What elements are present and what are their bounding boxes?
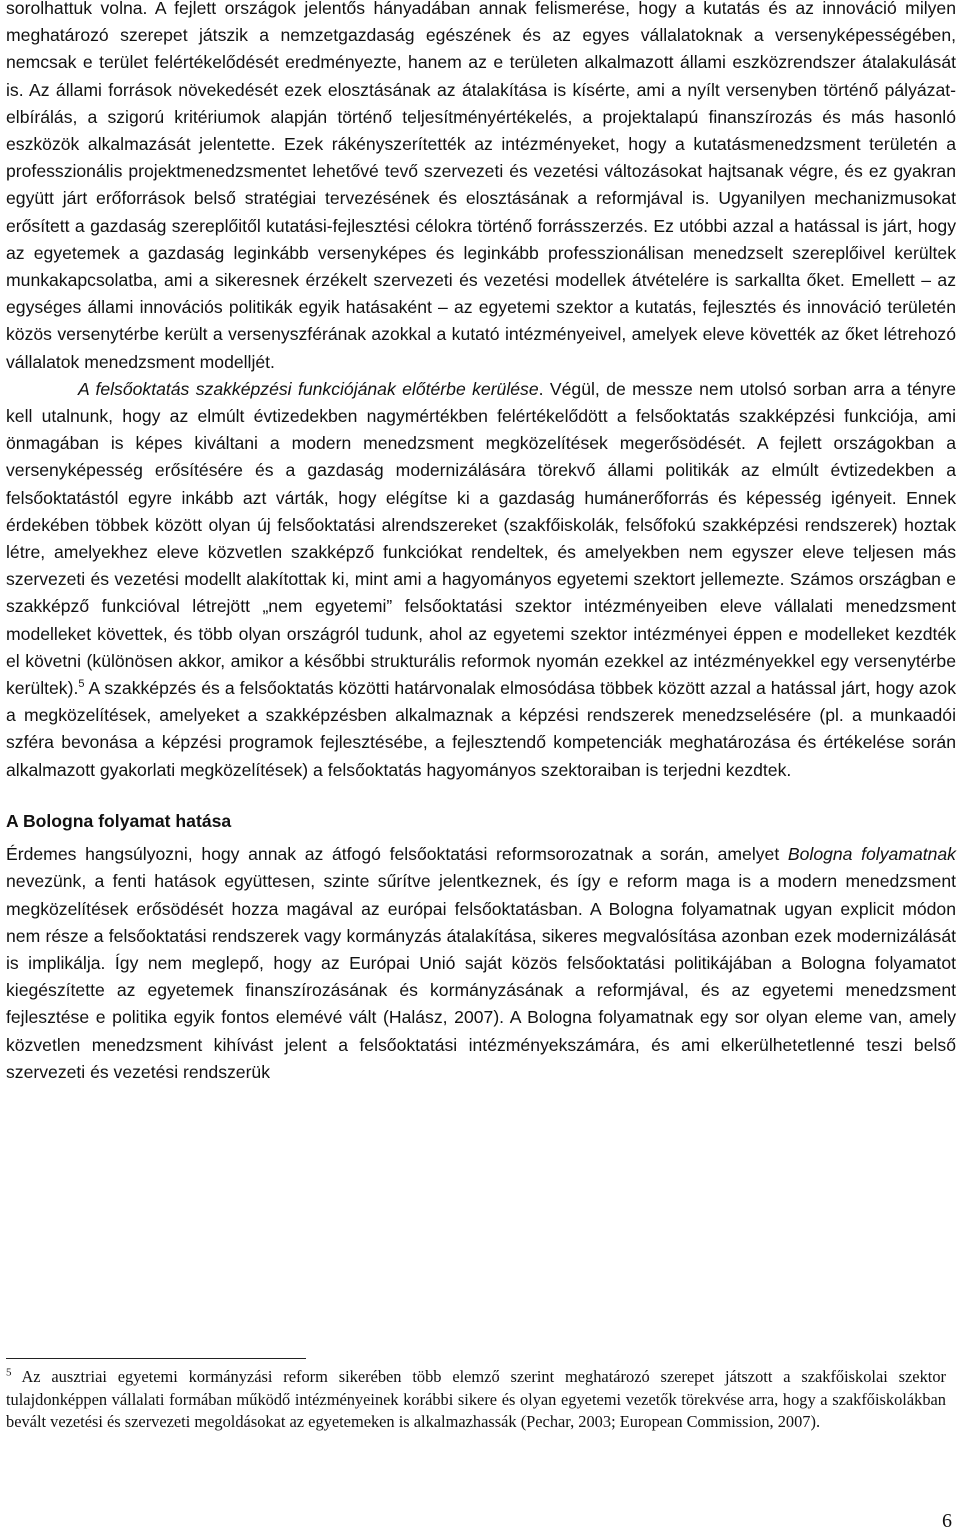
- footnote-number: 5: [6, 1366, 12, 1379]
- page-number: 6: [942, 1510, 952, 1532]
- paragraph-vocational-part2: A szakképzés és a felsőoktatás közötti határvonalak elmosódása többek között azzal a hatással járt, hogy azok a megközelítések, amelyeket a szakképzésben alkalmaznak a képzési rendszerek menedzselésére (pl. a munkaadói szféra bevonása a képzési programok fejlesztésébe, a fejlesztendő kompetenciák meghatározása és értékelése során alkalmazott gyakorlati megközelítések) a felsőoktatás hagyományos szektoraiban is terjedni kezdtek.: [6, 678, 956, 780]
- footnote-text: Az ausztriai egyetemi kormányzási reform sikerében több elemző szerint meghatározó szerepet játszott a szakfőiskolai szektor tulajdonképpen vállalati formában működő intézményeinek korábbi sikere és olyan egyetemi vezetők törekvése arra, hogy a szakfőiskolákban bevált vezetési és szervezeti megoldásokat az egyetemeken is alkalmazhassák (Pechar, 2003; European Commission, 2007).: [6, 1367, 946, 1431]
- section-heading-bologna: A Bologna folyamat hatása: [6, 810, 232, 831]
- paragraph-bologna-part1: Érdemes hangsúlyozni, hogy annak az átfogó felsőoktatási reformsorozatnak a során, amelyet: [6, 844, 788, 865]
- paragraph-innovation-part2: Az állami források növekedését ezek elosztásának az átalakítása is kísérte, ami a nyílt versenyben történő pályázat-elbírálás, a szigorú kritériumok alapján történő teljesítményértékelés, a projektalapú finanszírozás és más hasonló eszközök alkalmazását jelentette. Ezek rákényszerítették az intézményeket, hogy a kutatásmenedzsment területén a professzionális projektmenedzsmentet lehetővé tevő szervezeti és vezetési változásokat hajtsanak végre, és ez gyakran együtt járt erőforrások belső stratégiai tervezésének és elosztásának a reformjával is. Ugyanilyen mechanizmusokat erősített a gazdaság szereplőitől kutatási-fejlesztési célokra történő forrásszerzés. Ez utóbbi azzal a hatással is járt, hogy az egyetemek a gazdaság leginkább versenyképes és leginkább professzionálisan menedzselt szereplőivel kerültek munkakapcsolatba, ami a sikeresnek érzékelt szervezeti és vezetési modellek átvételére is sarkallta őket. Emellett – az egységes állami innovációs politikák egyik hatásaként – az egyetemi szektor a kutatás, fejlesztés és innováció területén közös versenytérbe került a versenyszférának azokkal a kutató intézményeivel, amelyek eleve követték az őket létrehozó vállalatok menedzsment modelljét.: [6, 79, 957, 372]
- paragraph-bologna: [6, 841, 956, 1086]
- paragraph-innovation: [6, 0, 956, 376]
- paragraph-bologna-part2: nevezünk, a fenti hatások együttesen, szinte sűrítve jelentkeznek, és így e reform maga is a modern menedzsment megközelítések erősödését hozza magával az európai felsőoktatásban. A Bologna folyamatnak ugyan explicit módon nem része a felsőoktatási rendszerek vagy kormányzás átalakítása, sikeres megvalósítása azonban ezek modernizálását is implikálja. Így nem meglepő, hogy az Európai Unió saját közös felsőoktatási politikájában a Bologna folyamatot kiegészítette az egyetemek finanszírozásának és kormányzásának a reformjával, és az egyetemi menedzsment fejlesztése e politika egyik fontos elemévé vált (Halász, 2007). A Bologna folyamatnak egy sor olyan eleme van, amely közvetlen menedzsment kihívást jelent a felsőoktatási intézményekszámára, és ami elkerülhetetlenné teszi belső szervezeti és vezetési rendszerük: [6, 871, 956, 1082]
- document-body: [6, 0, 956, 1086]
- footnote-5: [6, 1366, 946, 1434]
- paragraph-vocational: [6, 376, 956, 784]
- footnote-reference[interactable]: 5: [78, 678, 85, 691]
- paragraph-vocational-lead: A felsőoktatás szakképzési funkciójának előtérbe kerülése: [78, 378, 539, 399]
- paragraph-innovation-part1: sorolhattuk volna. A fejlett országok jelentős hányadában annak felismerése, hogy a kutatás és az innováció milyen meghatározó szerepet játszik a nemzetgazdaság egészének és az egyes vállalatoknak a versenyképességében, nemcsak e terület felértékelődését eredményezte, hanem az e területen alkalmazott állami eszközrendszer átalakulását is.: [6, 0, 956, 100]
- paragraph-bologna-term: Bologna folyamatnak: [787, 844, 956, 865]
- footnote-divider: [6, 1358, 306, 1359]
- paragraph-vocational-part1: . Végül, de messze nem utolsó sorban arra a tényre kell utalnunk, hogy az elmúlt évtizedekben nagymértékben felértékelődött a felsőoktatás szakképzési funkciója, ami önmagában is képes kiváltani a modern menedzsment megközelítések megerősödését. A fejlett országokban a versenyképesség erősítésére és a gazdaság modernizálására törekvő állami politikák az elmúlt évtizedekben a felsőoktatástól egyre inkább azt várták, hogy elégítse ki a gazdaság humánerőforrás és képesség igényeit. Ennek érdekében többek között olyan új felsőoktatási alrendszereket (szakfőiskolák, felsőfokú szakképzési rendszerek) hoztak létre, amelyekhez eleve közvetlen szakképző funkciókat rendeltek, és amelyekben nem egyszer eleve teljesen más szervezeti és vezetési modellt alakítottak ki, mint ami a hagyományos egyetemi szektort jellemezte. Számos országban e szakképző funkcióval létrejött „nem egyetemi” felsőoktatási szektor intézményeiben eleve vállalati menedzsment modelleket követtek, és több olyan országról tudunk, ahol az egyetemi szektor intézményei éppen e modelleket kezdték el követni (különösen akkor, amikor a későbbi strukturális reformok nyomán ezekkel az intézményekkel egy versenytérbe kerültek).: [6, 378, 956, 699]
